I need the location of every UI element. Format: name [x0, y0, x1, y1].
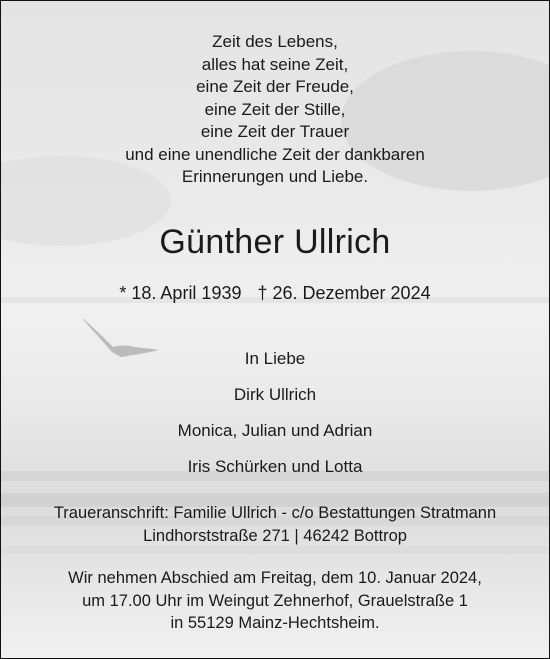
farewell-line: Wir nehmen Abschied am Freitag, dem 10. Januar 2024,: [68, 569, 482, 587]
mourner-line: Iris Schürken und Lotta: [187, 457, 363, 476]
poem: [1, 31, 549, 189]
life-dates: [1, 283, 549, 304]
mourning-address: [1, 502, 549, 547]
poem-line: Zeit des Lebens,: [212, 32, 338, 51]
farewell-notice: [1, 567, 549, 635]
obituary-content: [1, 1, 549, 658]
poem-line: eine Zeit der Freude,: [196, 77, 354, 96]
address-line: Traueranschrift: Familie Ullrich - c/o Bestattungen Stratmann: [53, 504, 497, 522]
mourner-line: In Liebe: [244, 349, 306, 368]
mourner-line: Monica, Julian und Adrian: [177, 421, 373, 440]
mourners-list: [1, 341, 549, 485]
farewell-line: in 55129 Mainz-Hechtsheim.: [170, 614, 380, 632]
poem-line: eine Zeit der Stille,: [204, 99, 346, 119]
poem-line: Erinnerungen und Liebe.: [181, 167, 369, 186]
farewell-line: um 17.00 Uhr im Weingut Zehnerhof, Grauelstraße 1: [82, 591, 468, 610]
address-line: Lindhorststraße 271 | 46242 Bottrop: [143, 526, 407, 545]
poem-line: eine Zeit der Trauer: [200, 122, 350, 141]
poem-line: alles hat seine Zeit,: [201, 54, 349, 74]
poem-line: und eine unendliche Zeit der dankbaren: [125, 144, 425, 164]
deceased-name: Günther Ullrich: [159, 223, 391, 261]
mourner-line: Dirk Ullrich: [233, 385, 317, 404]
birth-date: * 18. April 1939: [119, 283, 242, 303]
death-date: † 26. Dezember 2024: [257, 283, 431, 303]
